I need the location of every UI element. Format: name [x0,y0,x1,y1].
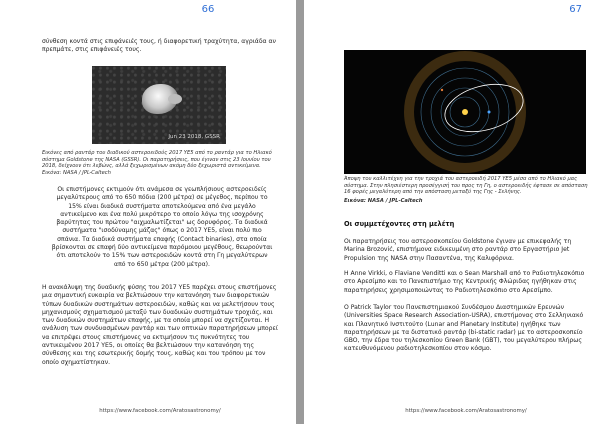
page-number: 67 [569,4,582,15]
body-paragraph-2: Η ανακάλυψη της δυαδικής φύσης του 2017 YE5 παρέχει στους επιστήμονες μια σημαντική ευκαιρία να βελτιώσουν την κατανόηση των διαφορετικών τύπων δυαδικών συστημάτων αστεροειδών, καθώς και να μελετήσουν τους μηχανισμούς σχηματισμού μεταξύ των δυαδικών συστημάτων τροχιάς, και των δυαδικών συστημάτων επαφής, με τα οποία μπορεί να σχετίζονται. Η ανάλυση των συνδυασμένων ραντάρ και των οπτικών παρατηρήσεων μπορεί να επιτρέψει στους επιστήμονες να εκτιμήσουν τις πυκνότητες του αντικειμένου 2017 YE5, οι οποίες θα βελτιώσουν την κατανόηση της σύνθεσης και της εσωτερικής δομής τους, καθώς και του τρόπου με τον οποίο σχηματίστηκαν. [42,284,278,366]
right-page [304,0,600,424]
footer-link: https://www.facebook.com/Aratosastronomy/ [405,408,527,414]
photo-caption: Εικόνες από ραντάρ του διαδικού αστεροειδούς 2017 YE5 από το ραντάρ για το Ηλιακό σύστημα Goldstone της NASA (GSSR). Οι παρατηρήσεις, που έγιναν στις 23 Ιουνίου του 2018, δείχνουν ότι λεβώνς, αλλά ξεχωρισμένων ακόμη δύο ξεχωριστά αντικείμενα. Εικόνα: NASA / JPL-Caltech [42,150,272,176]
body-paragraph-2: Η Anne Virkki, ο Flaviane Venditti και ο Sean Marshall από το Ραδιοτηλεσκόπιο στο Αρεσίμπο και το Πανεπιστήμιο της Κεντρικής Φλώριδας ηγήθηκαν στις παρατηρήσεις χρησιμοποιώντας το Ραδιοτηλεσκόπιο στο Αρεσίμπο. [344,270,585,294]
section-heading: Οι συμμετέχοντες στη μελέτη [344,220,455,228]
orbit-caption-credit: Εικόνα: NASA / JPL-Caltech [344,198,423,204]
footer-link: https://www.facebook.com/Aratosastronomy/ [99,408,221,414]
body-paragraph-1: Οι επιστήμονες εκτιμούν ότι ανάμεσα σε γεωπλήσιους αστεροειδείς μεγαλύτερους από το 650 πόδια (200 μέτρα) σε μέγεθος, περίπου το 15% είναι διαδικά συστήματα αποτελούμενα από ένα μεγάλο αντικείμενο και ένα πολύ μικρότερο το οποίο λόγω της ισοχρόνης βαρύτητας του πρώτου "αιχμαλωτίζεται" ως δορυφόρος. Τα διαδικά συστήματα "ισοδύναμης μάζας" όπως ο 2017 YE5, είναι πολύ πιο σπάνια. Τα διαδικά συστήματα επαφής (Contact binaries), στα οποία βρίσκονται σε επαφή δύο αντικείμενα παρόμοιου μεγέθους, θεωρούνται ότι αποτελούν το 15% των αστεροειδών κοντά στη Γη μεγαλύτερων από το 650 μέτρα (200 μέτρα). [51,186,273,268]
top-paragraph: σύνθεση κοντά στις επιφάνειές τους, ή διαφορετική τραχύτητα, αγριάδα αν πρεπμάτε, στις επιφάνειές τους. [42,38,276,54]
photo-timestamp: Jun 23 2018, GSSR [168,134,220,140]
orbit-caption: Άποψη του καλλιτέχνη για την τροχιά του αστεροειδή 2017 YE5 μέσα από το Ηλιακό μας σύστημα. Στην πλησιέστερη προσέγγισή του προς τη Γη, ο αστεροειδής έφτασε σε απόσταση 16 φορές μεγαλύτερη από την απόσταση μεταξύ της Γης - Σελήνης. [344,176,588,196]
asteroid-lobe-2 [168,94,182,104]
body-paragraph-1: Οι παρατηρήσεις του αστεροσκοπείου Goldstone έγιναν με επικεφαλής τη Marina Brozović, επιστήμονα ειδικευμένη στο ραντάρ στο Εργαστήριο Jet Propulsion της NASA στην Πασαντένα, της Καλιφόρνια. [344,238,572,262]
asteroid-radar-image [92,66,226,144]
page-number: 66 [201,4,215,15]
body-paragraph-3: Ο Patrick Taylor του Πανεπιστημιακού Συνδέσμου Διαστημικών Ερευνών (Universities Space Research Association-USRA), επιστήμονας στο Σελληνιακό και Πλανητικό Ινστιτούτο (Lunar and Planetary Institute) ηγήθηκε των παρατηρήσεων με τα διστατικό ραντάρ (bi-static radar) με το αστεροσκοπείο GBO, την έδρα του τηλεσκοπίου Green Bank (GBT), του μεγαλύτερου πλήρως κατευθυνόμενου ραδιοτηλεσκοπίου στον κόσμο. [344,304,584,353]
orbit-diagram-image [344,50,586,174]
left-page [0,0,296,424]
